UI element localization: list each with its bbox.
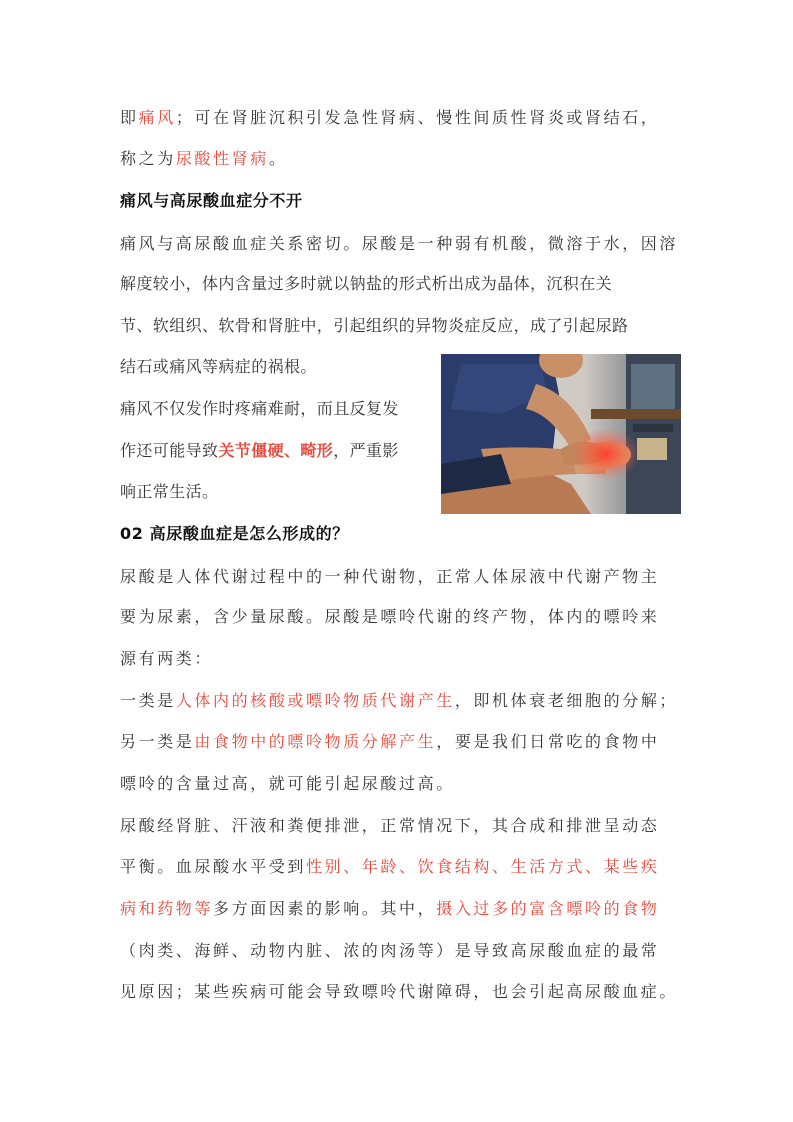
paragraph-line [120,731,659,753]
paragraph-line: 源有两类： [120,649,214,668]
highlight-gout: 痛风 [138,108,176,127]
paragraph-line [120,148,287,170]
paragraph-line: 解度较小，体内含量过多时就以钠盐的形式析出成为晶体，沉积在关 [120,274,613,293]
paragraph-line: 痛风不仅发作时疼痛难耐，而且反复发 [120,399,399,418]
paragraph-line: （肉类、海鲜、动物内脏、浓的肉汤等）是导致高尿酸血症的最常 [120,941,660,960]
paragraph-line: 节、软组织、软骨和肾脏中，引起组织的异物炎症反应，成了引起尿路 [120,316,629,335]
paragraph-line: 要为尿素，含少量尿酸。尿酸是嘌呤代谢的终产物，体内的嘌呤来 [120,607,660,626]
text-segment: ，严重影 [333,441,399,460]
paragraph-line: 痛风与高尿酸血症关系密切。尿酸是一种弱有机酸，微溶于水，因溶 [120,234,679,253]
highlight-high-purine-food: 摄入过多的富含嘌呤的食物 [436,899,660,918]
text-segment: 平衡。血尿酸水平受到 [120,857,307,876]
text-segment: 多方面因素的影响。其中， [213,899,437,918]
paragraph-line [120,856,659,878]
paragraph-line: 尿酸经肾脏、汗液和粪便排泄，正常情况下，其合成和排泄呈动态 [120,816,660,835]
text-segment: ，即机体衰老细胞的分解； [454,691,679,710]
text-segment: 作还可能导致 [120,441,219,460]
paragraph-line [120,898,659,920]
highlight-joint-stiffness: 关节僵硬、畸形 [218,441,334,460]
text-segment: 另一类是 [120,732,195,751]
paragraph-line [120,107,659,129]
section-heading: 痛风与高尿酸血症分不开 [120,191,303,210]
text-segment: 称之为 [120,149,176,168]
text-segment: ；可在肾脏沉积引发急性肾病、慢性间质性肾炎或肾结石， [175,108,660,127]
gout-foot-pain-photo [441,354,681,514]
paragraph-line: 尿酸是人体代谢过程中的一种代谢物，正常人体尿液中代谢产物主 [120,567,660,586]
highlight-source-food: 由食物中的嘌呤物质分解产生 [194,732,437,751]
paragraph-line: 见原因；某些疾病可能会导致嘌呤代谢障碍，也会引起高尿酸血症。 [120,982,679,1001]
text-segment: ，要是我们日常吃的食物中 [436,732,660,751]
paragraph-line: 响正常生活。 [120,482,219,501]
text-segment: 。 [268,149,288,168]
highlight-source-internal: 人体内的核酸或嘌呤物质代谢产生 [175,691,455,710]
section-heading: 02 高尿酸血症是怎么形成的？ [120,524,349,543]
highlight-uric-acid-nephropathy: 尿酸性肾病 [175,149,269,168]
paragraph-line: 嘌呤的含量过高，就可能引起尿酸过高。 [120,774,455,793]
paragraph-line [120,440,399,462]
highlight-factors: 性别、年龄、饮食结构、生活方式、某些疾 [306,857,660,876]
paragraph-line [120,690,678,712]
highlight-factors-cont: 病和药物等 [120,899,214,918]
text-segment: 一类是 [120,691,176,710]
paragraph-line: 结石或痛风等病症的祸根。 [120,357,317,376]
text-segment: 即 [120,108,139,127]
